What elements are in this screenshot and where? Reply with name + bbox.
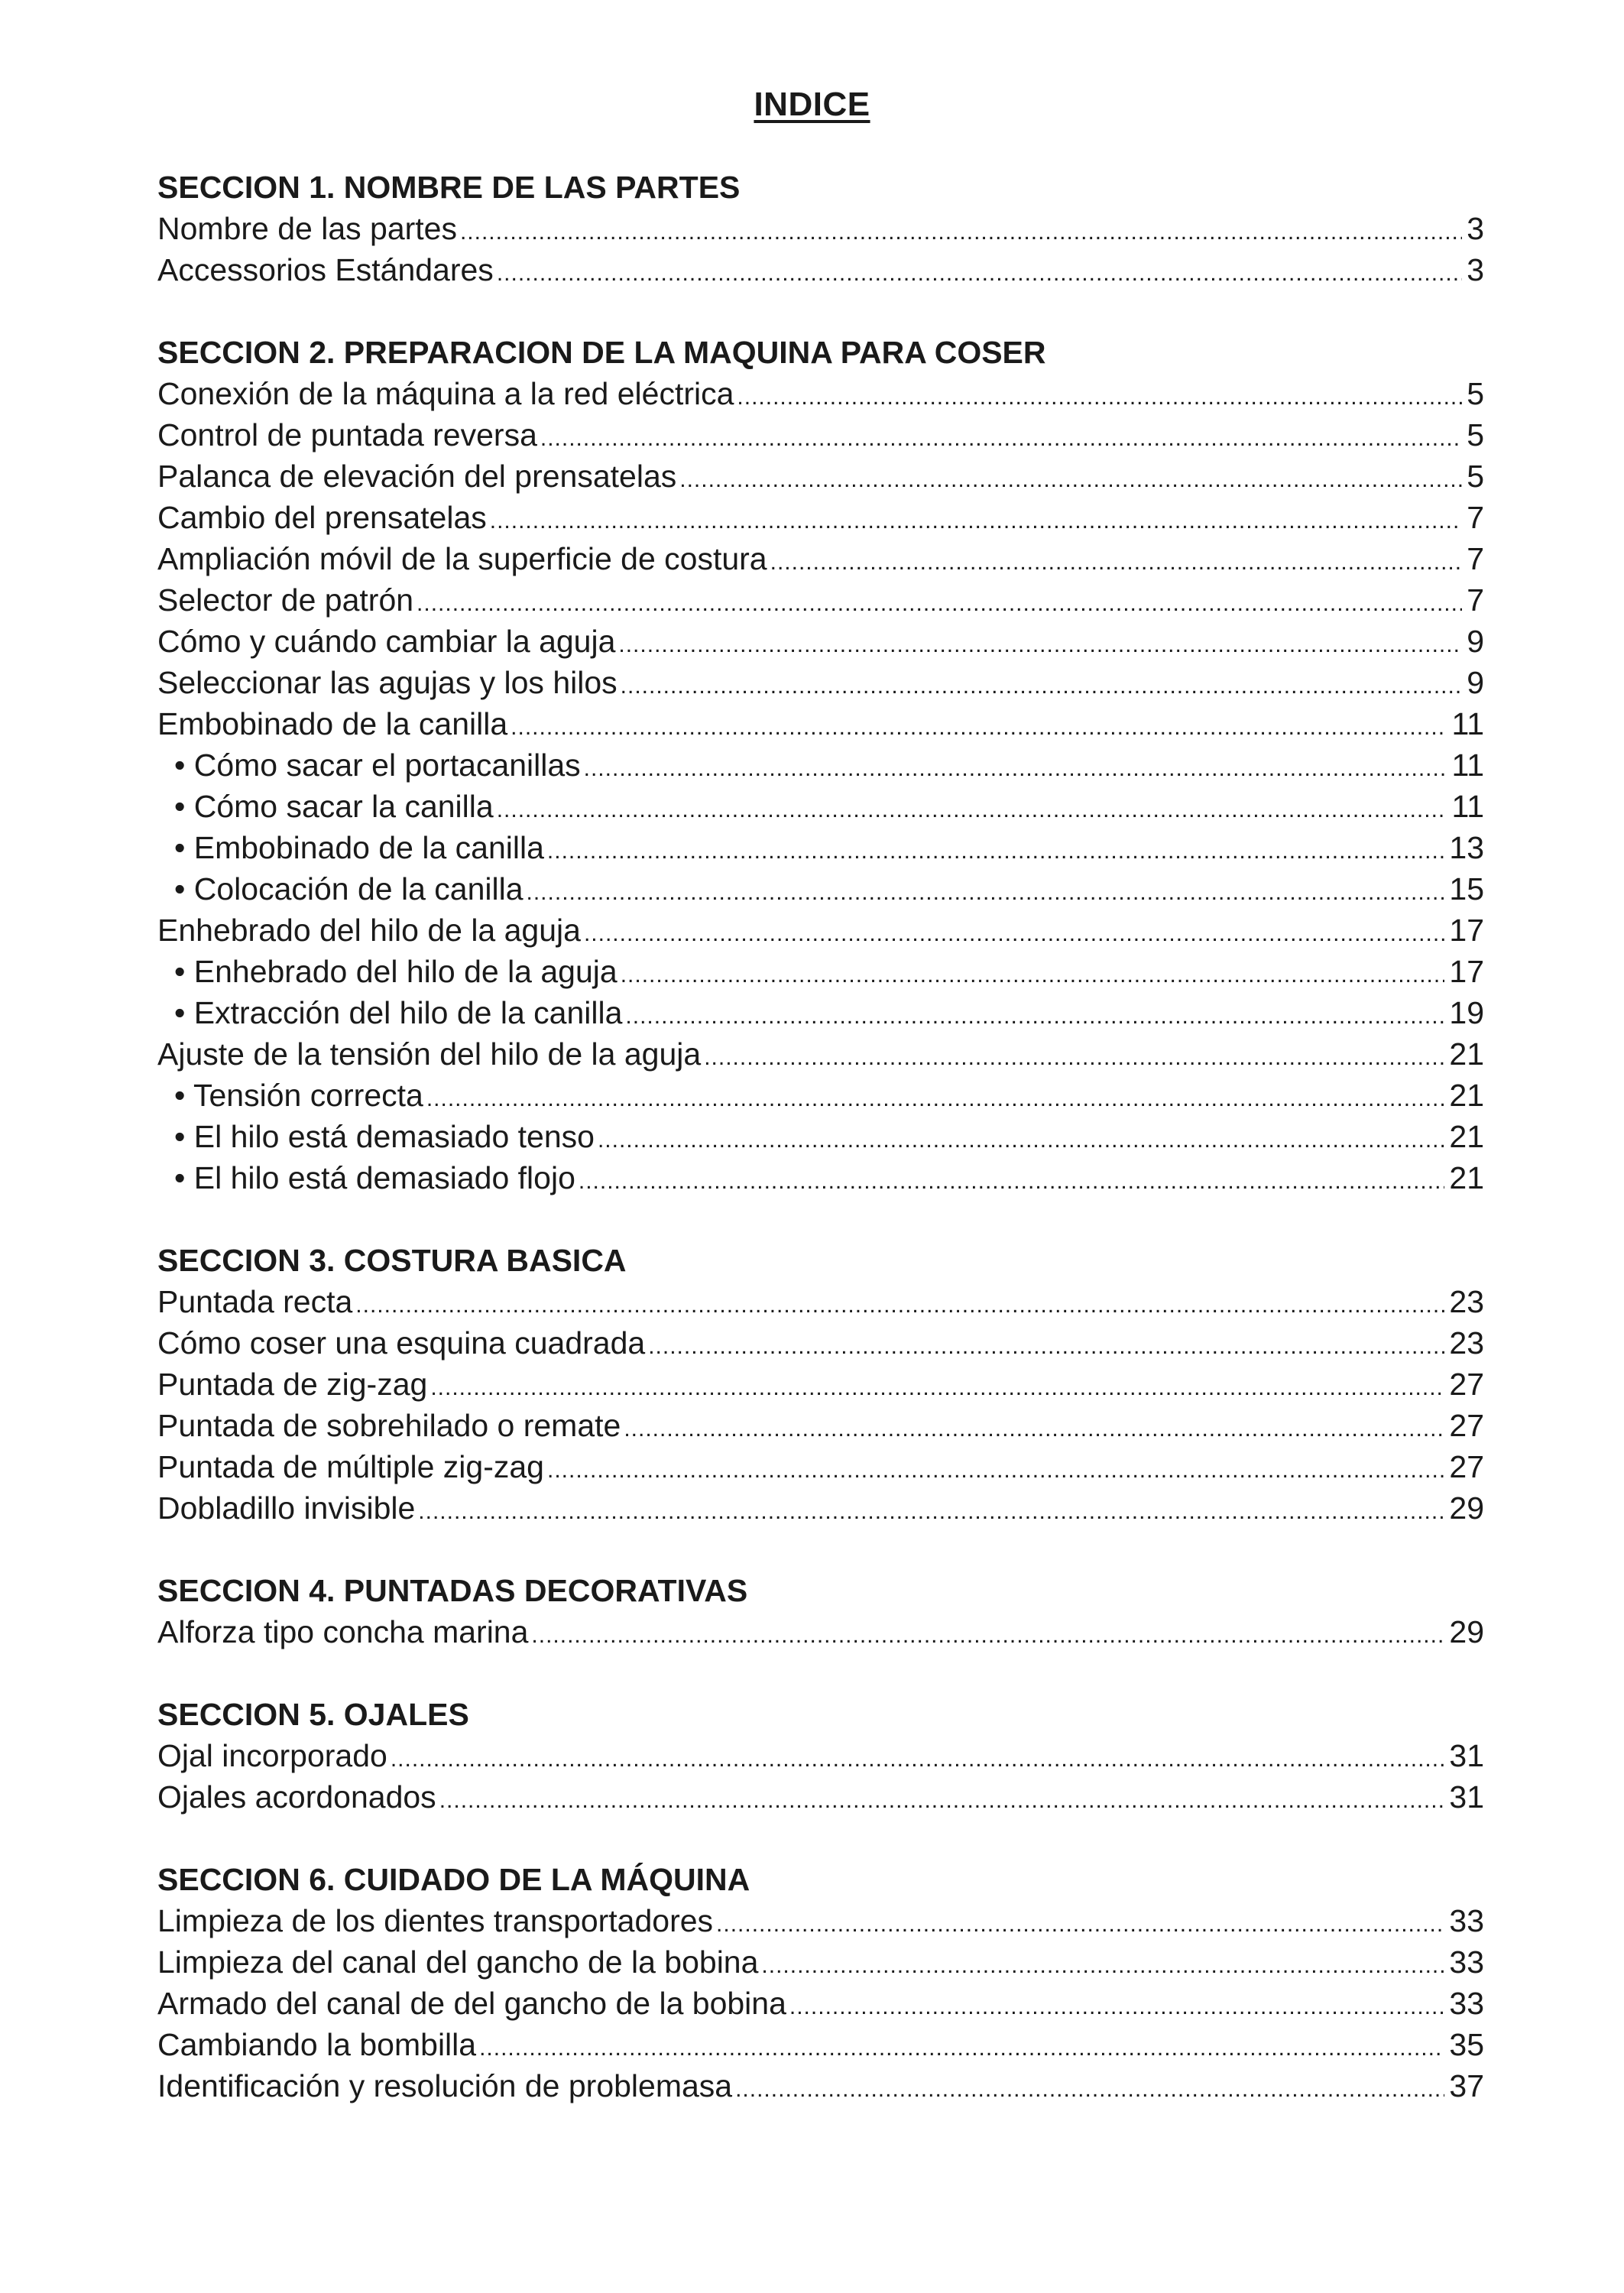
page-number: 23 bbox=[1449, 1325, 1484, 1361]
page-number: 23 bbox=[1449, 1284, 1484, 1319]
page-number: 27 bbox=[1449, 1367, 1484, 1402]
page-number: 5 bbox=[1467, 417, 1484, 452]
page-title: INDICE bbox=[754, 86, 870, 123]
entry-label: Limpieza de los dientes transportadores bbox=[157, 1903, 714, 1938]
entry-label: • Embobinado de la canilla bbox=[174, 830, 544, 865]
entry-label: Cambiando la bombilla bbox=[157, 2027, 477, 2062]
page-number: 27 bbox=[1449, 1449, 1484, 1484]
dot-leader bbox=[547, 1450, 1444, 1491]
entry-label: Seleccionar las agujas y los hilos bbox=[157, 665, 618, 700]
dot-leader bbox=[761, 1945, 1444, 1987]
page-number: 31 bbox=[1449, 1738, 1484, 1773]
page-number: 11 bbox=[1451, 748, 1484, 783]
dot-leader bbox=[439, 1780, 1445, 1821]
toc-entry bbox=[157, 538, 1484, 579]
page-number: 7 bbox=[1467, 541, 1484, 576]
entry-label: Palanca de elevación del prensatelas bbox=[157, 459, 677, 494]
entry-label: • Colocación de la canilla bbox=[174, 871, 524, 906]
dot-leader bbox=[547, 831, 1444, 872]
dot-leader bbox=[497, 253, 1462, 294]
dot-leader bbox=[735, 2069, 1444, 2110]
page-number: 9 bbox=[1467, 665, 1484, 700]
entry-label: Puntada de sobrehilado o remate bbox=[157, 1408, 621, 1443]
page-number: 29 bbox=[1449, 1490, 1484, 1526]
entry-label: • Tensión correcta bbox=[174, 1078, 423, 1113]
entry-label: • Extracción del hilo de la canilla bbox=[174, 995, 623, 1030]
page-number: 13 bbox=[1449, 830, 1484, 865]
dot-leader bbox=[584, 913, 1444, 955]
dot-leader bbox=[426, 1078, 1445, 1120]
section-heading: SECCION 4. PUNTADAS DECORATIVAS bbox=[157, 1573, 748, 1608]
toc-section bbox=[157, 167, 1484, 290]
page-number: 11 bbox=[1451, 789, 1484, 824]
page-number: 9 bbox=[1467, 624, 1484, 659]
toc-entry bbox=[157, 1983, 1484, 2024]
toc-entry bbox=[157, 703, 1484, 744]
toc-entry bbox=[157, 208, 1484, 249]
dot-leader bbox=[648, 1326, 1444, 1367]
dot-leader bbox=[618, 624, 1462, 666]
dot-leader bbox=[527, 872, 1445, 913]
dot-leader bbox=[511, 707, 1447, 748]
entry-label: Identificación y resolución de problemasa bbox=[157, 2068, 733, 2103]
dot-leader bbox=[584, 748, 1447, 790]
toc-entry bbox=[157, 456, 1484, 497]
page-number: 21 bbox=[1449, 1160, 1484, 1195]
toc-entry bbox=[157, 2065, 1484, 2107]
dot-leader bbox=[430, 1367, 1444, 1409]
dot-leader bbox=[490, 501, 1462, 542]
toc-entry bbox=[157, 1776, 1484, 1818]
dot-leader bbox=[621, 955, 1445, 996]
page-number: 21 bbox=[1449, 1078, 1484, 1113]
page-number: 31 bbox=[1449, 1779, 1484, 1815]
dot-leader bbox=[531, 1615, 1444, 1656]
page-number: 33 bbox=[1449, 1903, 1484, 1938]
page-number: 33 bbox=[1449, 1986, 1484, 2021]
page-number: 15 bbox=[1449, 871, 1484, 906]
toc-entry bbox=[157, 1405, 1484, 1446]
entry-label: Puntada de múltiple zig-zag bbox=[157, 1449, 544, 1484]
dot-leader bbox=[540, 418, 1462, 459]
section-heading: SECCION 5. OJALES bbox=[157, 1697, 469, 1732]
page-number: 19 bbox=[1449, 995, 1484, 1030]
entry-label: Alforza tipo concha marina bbox=[157, 1614, 529, 1649]
toc-entry bbox=[157, 1611, 1484, 1652]
dot-leader bbox=[579, 1161, 1445, 1202]
dot-leader bbox=[598, 1120, 1444, 1161]
entry-label: • Cómo sacar el portacanillas bbox=[174, 748, 581, 783]
toc-entry bbox=[157, 992, 1484, 1033]
entry-label: Dobladillo invisible bbox=[157, 1490, 416, 1526]
toc-entry bbox=[157, 951, 1484, 992]
entry-label: Armado del canal de del gancho de la bobina bbox=[157, 1986, 786, 2021]
toc-entry bbox=[157, 414, 1484, 456]
dot-leader bbox=[460, 212, 1462, 253]
entry-label: Conexión de la máquina a la red eléctrica bbox=[157, 376, 734, 411]
toc-entry bbox=[157, 579, 1484, 621]
toc-entry bbox=[157, 2024, 1484, 2065]
toc-entry bbox=[157, 621, 1484, 662]
toc-entry bbox=[157, 662, 1484, 703]
entry-label: Ajuste de la tensión del hilo de la aguja bbox=[157, 1036, 702, 1072]
entry-label: • Enhebrado del hilo de la aguja bbox=[174, 954, 618, 989]
toc-entry bbox=[157, 786, 1484, 827]
dot-leader bbox=[679, 459, 1462, 501]
toc-entry bbox=[157, 1941, 1484, 1983]
entry-label: Nombre de las partes bbox=[157, 211, 457, 246]
dot-leader bbox=[789, 1987, 1445, 2028]
dot-leader bbox=[355, 1285, 1444, 1326]
page-number: 3 bbox=[1467, 252, 1484, 287]
dot-leader bbox=[625, 996, 1444, 1037]
entry-label: Ojal incorporado bbox=[157, 1738, 387, 1773]
dot-leader bbox=[737, 377, 1462, 418]
page-number: 33 bbox=[1449, 1944, 1484, 1980]
toc-entry bbox=[157, 1157, 1484, 1198]
entry-label: Embobinado de la canilla bbox=[157, 706, 508, 741]
section-heading: SECCION 3. COSTURA BASICA bbox=[157, 1243, 627, 1278]
toc-entry bbox=[157, 910, 1484, 951]
section-heading: SECCION 1. NOMBRE DE LAS PARTES bbox=[157, 170, 741, 205]
toc-section bbox=[157, 1694, 1484, 1818]
entry-label: Cómo y cuándo cambiar la aguja bbox=[157, 624, 616, 659]
page-number: 27 bbox=[1449, 1408, 1484, 1443]
dot-leader bbox=[716, 1904, 1444, 1945]
toc-section bbox=[157, 1570, 1484, 1652]
page-number: 17 bbox=[1449, 954, 1484, 989]
dot-leader bbox=[479, 2028, 1444, 2069]
toc-entry bbox=[157, 744, 1484, 786]
entry-label: Limpieza del canal del gancho de la bobina bbox=[157, 1944, 759, 1980]
page-number: 7 bbox=[1467, 582, 1484, 618]
toc-entry bbox=[157, 373, 1484, 414]
toc-entry bbox=[157, 1735, 1484, 1776]
entry-label: • El hilo está demasiado flojo bbox=[174, 1160, 575, 1195]
section-heading: SECCION 2. PREPARACION DE LA MAQUINA PARA COSER bbox=[157, 335, 1046, 370]
toc-entry bbox=[157, 868, 1484, 910]
toc-entry bbox=[157, 827, 1484, 868]
page-number: 5 bbox=[1467, 459, 1484, 494]
page-number: 21 bbox=[1449, 1119, 1484, 1154]
entry-label: Ampliación móvil de la superficie de costura bbox=[157, 541, 767, 576]
page-number: 17 bbox=[1449, 913, 1484, 948]
page-number: 29 bbox=[1449, 1614, 1484, 1649]
page-number: 21 bbox=[1449, 1036, 1484, 1072]
page-number: 11 bbox=[1451, 706, 1484, 741]
toc-entry bbox=[157, 1364, 1484, 1405]
entry-label: Control de puntada reversa bbox=[157, 417, 537, 452]
toc-entry bbox=[157, 1116, 1484, 1157]
toc-section bbox=[157, 332, 1484, 1198]
page-number: 37 bbox=[1449, 2068, 1484, 2103]
entry-label: • Cómo sacar la canilla bbox=[174, 789, 494, 824]
dot-leader bbox=[391, 1739, 1445, 1780]
entry-label: Cambio del prensatelas bbox=[157, 500, 487, 535]
dot-leader bbox=[497, 790, 1447, 831]
toc-entry bbox=[157, 1446, 1484, 1487]
entry-label: Puntada de zig-zag bbox=[157, 1367, 428, 1402]
entry-label: Accessorios Estándares bbox=[157, 252, 494, 287]
toc-entry bbox=[157, 1033, 1484, 1075]
entry-label: Enhebrado del hilo de la aguja bbox=[157, 913, 581, 948]
toc-entry bbox=[157, 1281, 1484, 1322]
table-of-contents bbox=[157, 167, 1484, 2148]
dot-leader bbox=[621, 666, 1463, 707]
dot-leader bbox=[418, 1491, 1444, 1532]
toc-entry bbox=[157, 1075, 1484, 1116]
page-number: 3 bbox=[1467, 211, 1484, 246]
entry-label: Puntada recta bbox=[157, 1284, 353, 1319]
entry-label: Cómo coser una esquina cuadrada bbox=[157, 1325, 646, 1361]
page-number: 5 bbox=[1467, 376, 1484, 411]
dot-leader bbox=[624, 1409, 1444, 1450]
entry-label: Selector de patrón bbox=[157, 582, 414, 618]
dot-leader bbox=[770, 542, 1463, 583]
toc-section bbox=[157, 1240, 1484, 1529]
toc-entry bbox=[157, 497, 1484, 538]
dot-leader bbox=[417, 583, 1462, 624]
toc-entry bbox=[157, 1487, 1484, 1529]
page-number: 7 bbox=[1467, 500, 1484, 535]
entry-label: • El hilo está demasiado tenso bbox=[174, 1119, 595, 1154]
dot-leader bbox=[704, 1037, 1444, 1078]
page-number: 35 bbox=[1449, 2027, 1484, 2062]
section-heading: SECCION 6. CUIDADO DE LA MÁQUINA bbox=[157, 1862, 750, 1897]
toc-entry bbox=[157, 1322, 1484, 1364]
toc-section bbox=[157, 1859, 1484, 2107]
toc-entry bbox=[157, 1900, 1484, 1941]
toc-entry bbox=[157, 249, 1484, 290]
entry-label: Ojales acordonados bbox=[157, 1779, 436, 1815]
